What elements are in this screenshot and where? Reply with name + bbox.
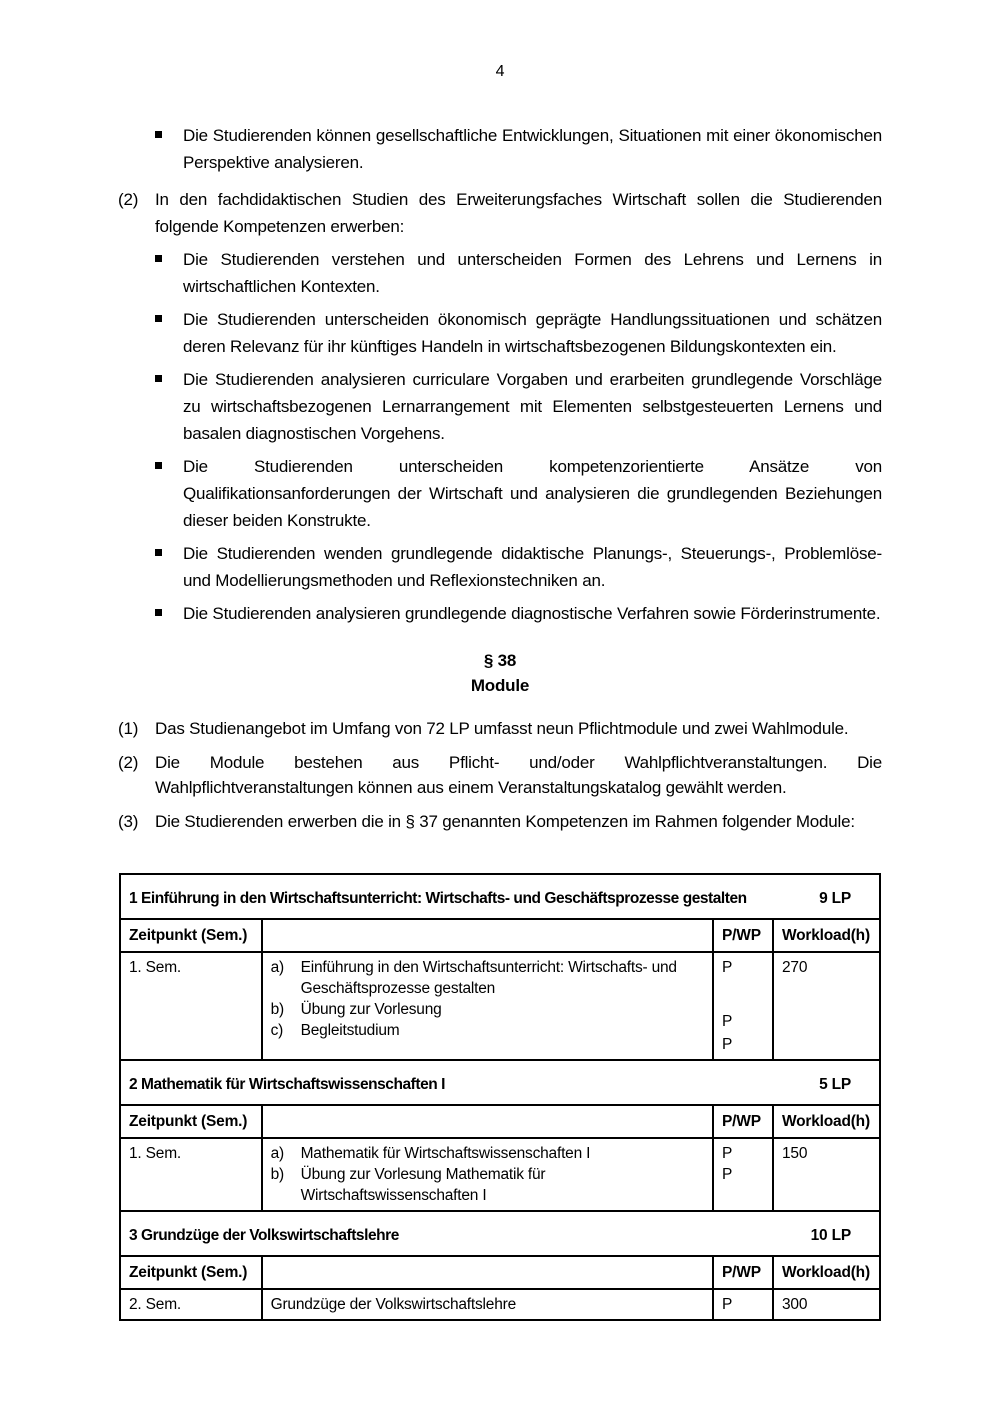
- bullet-marker-icon: [155, 306, 183, 360]
- module-title-cell: [120, 874, 880, 919]
- pwp-value: P: [722, 1296, 733, 1313]
- course-text: Übung zur Vorlesung: [300, 1001, 442, 1018]
- bullet-text: Die Studierenden unterscheiden kompetenzorientierte Ansätze von Qualifikationsanforderungen der Wirtschaft und analysieren die grundlegenden Beziehungen dieser beiden Konstrukte.: [183, 457, 882, 530]
- section-paragraph: [118, 809, 882, 834]
- module-title: 2 Mathematik für Wirtschaftswissenschaften I: [129, 1076, 445, 1093]
- section-paragraph: [118, 750, 882, 800]
- pwp-value: P: [722, 959, 733, 976]
- course-text: Mathematik für Wirtschaftswissenschaften I: [300, 1145, 591, 1162]
- bullet-text: Die Studierenden analysieren curriculare Vorgaben und erarbeiten grundlegende Vorschläge zu wirtschaftsbezogenen Lernarrangement mit Elementen selbstgesteuerten Lernens und basalen diagnostischen Vorgehens.: [183, 370, 882, 443]
- pwp-cell: [713, 1138, 773, 1211]
- course-label: c): [270, 1022, 284, 1039]
- bullet-marker-icon: [155, 600, 183, 627]
- bullet-item: [118, 366, 882, 447]
- workload-cell: 150: [773, 1138, 880, 1211]
- paragraph-label: (3): [118, 812, 139, 831]
- bullet-item: [118, 540, 882, 594]
- column-header-pwp: P/WP: [713, 1105, 773, 1138]
- module-credits: 5 LP: [819, 1076, 851, 1093]
- module-title: 3 Grundzüge der Volkswirtschaftslehre: [129, 1227, 399, 1244]
- bullet-marker-icon: [155, 366, 183, 447]
- module-content-row: [120, 1138, 880, 1211]
- courses-cell: [262, 1289, 713, 1320]
- column-header-time: Zeitpunkt (Sem.): [120, 919, 262, 952]
- paragraph-label: (2): [118, 753, 139, 772]
- intro-competence-bullet-list: [118, 246, 882, 627]
- intro-paragraph-2: [118, 186, 882, 240]
- module-title: 1 Einführung in den Wirtschaftsunterricht: Wirtschafts- und Geschäftsprozesse gestalten: [129, 890, 747, 907]
- paragraph-label: (2): [118, 190, 139, 209]
- course-label: a): [270, 959, 284, 976]
- module-title-row: [120, 1060, 880, 1105]
- bullet-text: Die Studierenden unterscheiden ökonomisch geprägte Handlungssituationen und schätzen deren Relevanz für ihr künftiges Handeln in wirtschaftsbezogenen Bildungskontexten ein.: [183, 310, 882, 356]
- course-text: Begleitstudium: [300, 1022, 400, 1039]
- column-header-row: [120, 1256, 880, 1289]
- module-table: [119, 873, 881, 1321]
- paragraph-text: Das Studienangebot im Umfang von 72 LP umfasst neun Pflichtmodule und zwei Wahlmodule.: [155, 719, 849, 738]
- course-label: b): [270, 1166, 284, 1183]
- course-label: b): [270, 1001, 284, 1018]
- course-item: [271, 1143, 704, 1164]
- section-paragraph: [118, 716, 882, 741]
- course-item: [271, 999, 704, 1020]
- course-text: Grundzüge der Volkswirtschaftslehre: [270, 1296, 517, 1313]
- course-text: Einführung in den Wirtschaftsunterricht: Wirtschafts- und Geschäftsprozesse gestalten: [300, 959, 677, 997]
- semester-cell: 1. Sem.: [120, 952, 262, 1060]
- column-header-row: [120, 1105, 880, 1138]
- bullet-marker-icon: [155, 122, 183, 176]
- column-header-empty: [262, 1105, 713, 1138]
- paragraph-label: (1): [118, 719, 139, 738]
- course-label: a): [270, 1145, 284, 1162]
- courses-cell: [262, 952, 713, 1060]
- course-item: [271, 1020, 704, 1041]
- pwp-value: P: [722, 1036, 733, 1053]
- section-paragraphs: [118, 716, 882, 834]
- column-header-empty: [262, 919, 713, 952]
- paragraph-text: In den fachdidaktischen Studien des Erweiterungsfaches Wirtschaft sollen die Studierenden folgende Kompetenzen erwerben:: [155, 190, 882, 236]
- pwp-cell: [713, 1289, 773, 1320]
- bullet-item: [118, 600, 882, 627]
- column-header-workload: Workload(h): [773, 1105, 880, 1138]
- course-item: [271, 1294, 704, 1315]
- paragraph-text: Die Module bestehen aus Pflicht- und/oder Wahlpflichtveranstaltungen. Die Wahlpflichtveranstaltungen können aus einem Veranstaltungskatalog gewählt werden.: [155, 753, 882, 797]
- pwp-value: P: [722, 1166, 733, 1183]
- pwp-cell: [713, 952, 773, 1060]
- column-header-row: [120, 919, 880, 952]
- bullet-text: Die Studierenden wenden grundlegende didaktische Planungs-, Steuerungs-, Problemlöse- und Modellierungsmethoden und Reflexionstechniken an.: [183, 544, 882, 590]
- bullet-marker-icon: [155, 540, 183, 594]
- module-title-row: [120, 1211, 880, 1256]
- workload-cell: 300: [773, 1289, 880, 1320]
- column-header-time: Zeitpunkt (Sem.): [120, 1256, 262, 1289]
- bullet-text: Die Studierenden verstehen und unterscheiden Formen des Lehrens und Lernens in wirtschaftlichen Kontexten.: [183, 250, 882, 296]
- pwp-value: P: [722, 1013, 733, 1030]
- module-title-cell: [120, 1211, 880, 1256]
- bullet-item: [118, 306, 882, 360]
- module-content-row: [120, 1289, 880, 1320]
- section-number: § 38: [483, 651, 517, 670]
- bullet-item: [118, 122, 882, 176]
- course-text: Übung zur Vorlesung Mathematik für Wirtschaftswissenschaften I: [300, 1166, 546, 1204]
- courses-cell: [262, 1138, 713, 1211]
- bullet-text: Die Studierenden analysieren grundlegende diagnostische Verfahren sowie Förderinstrumente.: [183, 604, 881, 623]
- course-item: [271, 1164, 704, 1206]
- page-number: 4: [495, 63, 505, 80]
- module-title-cell: [120, 1060, 880, 1105]
- bullet-item: [118, 246, 882, 300]
- intro-top-bullet-list: [118, 122, 882, 176]
- course-item: [271, 957, 704, 999]
- module-title-row: [120, 874, 880, 919]
- module-credits: 10 LP: [810, 1227, 851, 1244]
- module-content-row: [120, 952, 880, 1060]
- paragraph-text: Die Studierenden erwerben die in § 37 genannten Kompetenzen im Rahmen folgender Module:: [155, 812, 855, 831]
- section-title: Module: [470, 676, 530, 695]
- semester-cell: 1. Sem.: [120, 1138, 262, 1211]
- column-header-time: Zeitpunkt (Sem.): [120, 1105, 262, 1138]
- bullet-marker-icon: [155, 246, 183, 300]
- bullet-marker-icon: [155, 453, 183, 534]
- column-header-workload: Workload(h): [773, 1256, 880, 1289]
- bullet-text: Die Studierenden können gesellschaftliche Entwicklungen, Situationen mit einer ökonomischen Perspektive analysieren.: [183, 126, 882, 172]
- section-heading: [118, 648, 882, 698]
- column-header-pwp: P/WP: [713, 919, 773, 952]
- semester-cell: 2. Sem.: [120, 1289, 262, 1320]
- column-header-pwp: P/WP: [713, 1256, 773, 1289]
- column-header-empty: [262, 1256, 713, 1289]
- pwp-value: P: [722, 1145, 733, 1162]
- bullet-item: [118, 453, 882, 534]
- column-header-workload: Workload(h): [773, 919, 880, 952]
- module-credits: 9 LP: [819, 890, 851, 907]
- workload-cell: 270: [773, 952, 880, 1060]
